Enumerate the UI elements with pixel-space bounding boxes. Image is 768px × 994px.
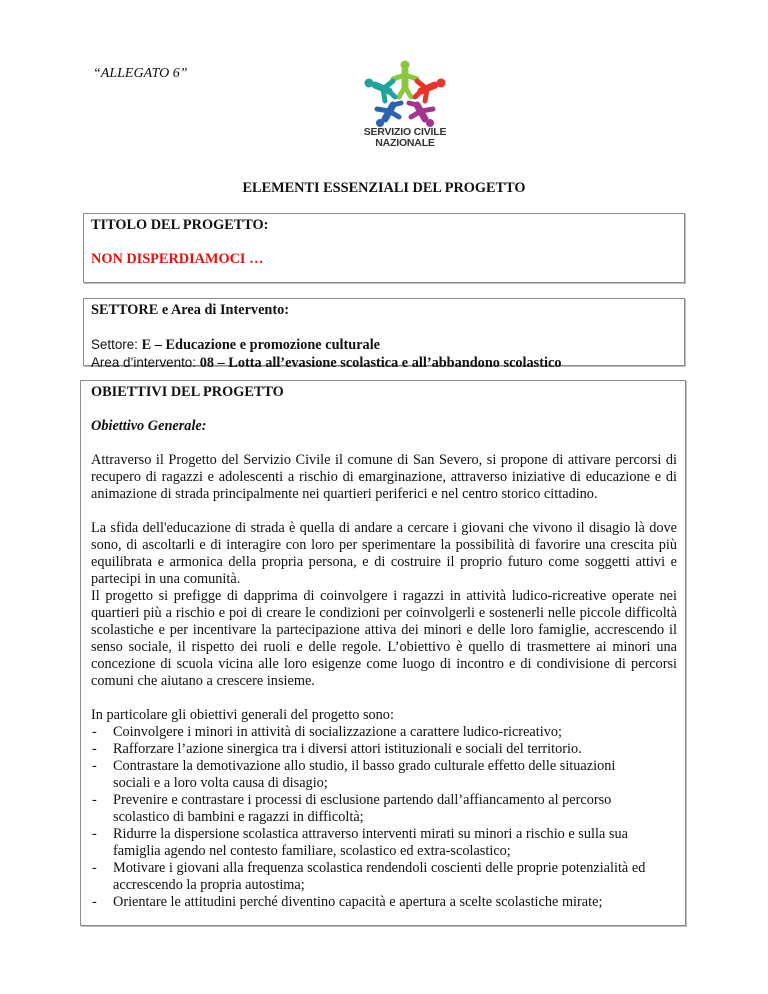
- document-title: ELEMENTI ESSENZIALI DEL PROGETTO: [242, 180, 526, 196]
- allegato-label: “ALLEGATO 6”: [93, 66, 188, 81]
- area-label: Area d’intervento:: [91, 355, 200, 370]
- titolo-section: [83, 213, 685, 283]
- project-title: NON DISPERDIAMOCI …: [91, 251, 264, 267]
- list-item: - Contrastare la demotivazione allo studio, il basso grado culturale effetto delle situazioni sociali e a loro volta causa di disagio;: [91, 758, 677, 792]
- logo-text-line2: NAZIONALE: [375, 137, 435, 149]
- paragraph-3: Il progetto si prefigge di dapprima di coinvolgere i ragazzi in attività ludico-ricreative operate nei quartieri più a rischio e poi di creare le condizioni per coinvolgerli e sostenerli nelle piccole difficoltà scolastiche e per incentivare la partecipazione attiva dei minori e delle loro famiglie, accrescendo il senso sociale, il rispetto dei ruoli e delle regole. L’obiettivo è quello di trasmettere ai minori una concezione di scuola vicina alle loro esigenze come luogo di incontro e di condivisione di percorsi comuni che aiutano a crescere insieme.: [91, 588, 677, 689]
- list-item: - Ridurre la dispersione scolastica attraverso interventi mirati su minori a rischio e sulla sua famiglia agendo nel contesto familiare, scolastico ed extra-scolastico;: [91, 826, 677, 860]
- settore-label: Settore:: [91, 337, 142, 352]
- settore-section: [83, 298, 685, 371]
- area-value: 08 – Lotta all’evasione scolastica e all’abbandono scolastico: [199, 355, 562, 371]
- star-people-icon: [355, 57, 455, 127]
- obiettivi-section: [80, 380, 686, 926]
- paragraph-2: La sfida dell'educazione di strada è quella di andare a cercare i giovani che vivono il disagio là dove sono, di ascoltarli e di interagire con loro per sperimentare la possibilità di favorire una crescita più equilibrata e armonica della propria persona, e di costruire il proprio futuro come soggetti attivi e partecipi in una comunità.: [91, 520, 677, 587]
- paragraph-1: Attraverso il Progetto del Servizio Civile il comune di San Severo, si propone di attivare percorsi di recupero di ragazzi e adolescenti a rischio di emarginazione, attraverso iniziative di educazione e di animazione di strada principalmente nei quartieri periferici e nel centro storico cittadino.: [91, 452, 677, 502]
- settore-heading: SETTORE e Area di Intervento:: [91, 302, 290, 318]
- objectives-list: [91, 724, 677, 911]
- list-intro: In particolare gli obiettivi generali del progetto sono:: [91, 707, 394, 723]
- logo-text-line1: SERVIZIO CIVILE: [363, 126, 447, 138]
- list-item: - Coinvolgere i minori in attività di socializzazione a carattere ludico-ricreativo;: [91, 724, 677, 741]
- logo-text: [355, 127, 455, 149]
- list-item: - Motivare i giovani alla frequenza scolastica rendendoli coscienti delle proprie potenzialità ed accrescendo la propria autostima;: [91, 860, 677, 894]
- list-item: - Orientare le attitudini perché diventino capacità e apertura a scelte scolastiche mirate;: [91, 894, 677, 911]
- list-item: - Prevenire e contrastare i processi di esclusione partendo dall’affiancamento al percorso scolastico di bambini e ragazzi in difficoltà;: [91, 792, 677, 826]
- settore-value: E – Educazione e promozione culturale: [141, 337, 381, 353]
- obiettivi-heading: OBIETTIVI DEL PROGETTO: [91, 384, 284, 400]
- servizio-civile-logo: [355, 57, 455, 160]
- area-line: [91, 354, 677, 372]
- obiettivo-generale-subheading: Obiettivo Generale:: [91, 418, 207, 434]
- list-item: - Rafforzare l’azione sinergica tra i diversi attori istituzionali e sociali del territorio.: [91, 741, 677, 758]
- settore-line: [91, 336, 677, 354]
- titolo-heading: TITOLO DEL PROGETTO:: [91, 217, 269, 233]
